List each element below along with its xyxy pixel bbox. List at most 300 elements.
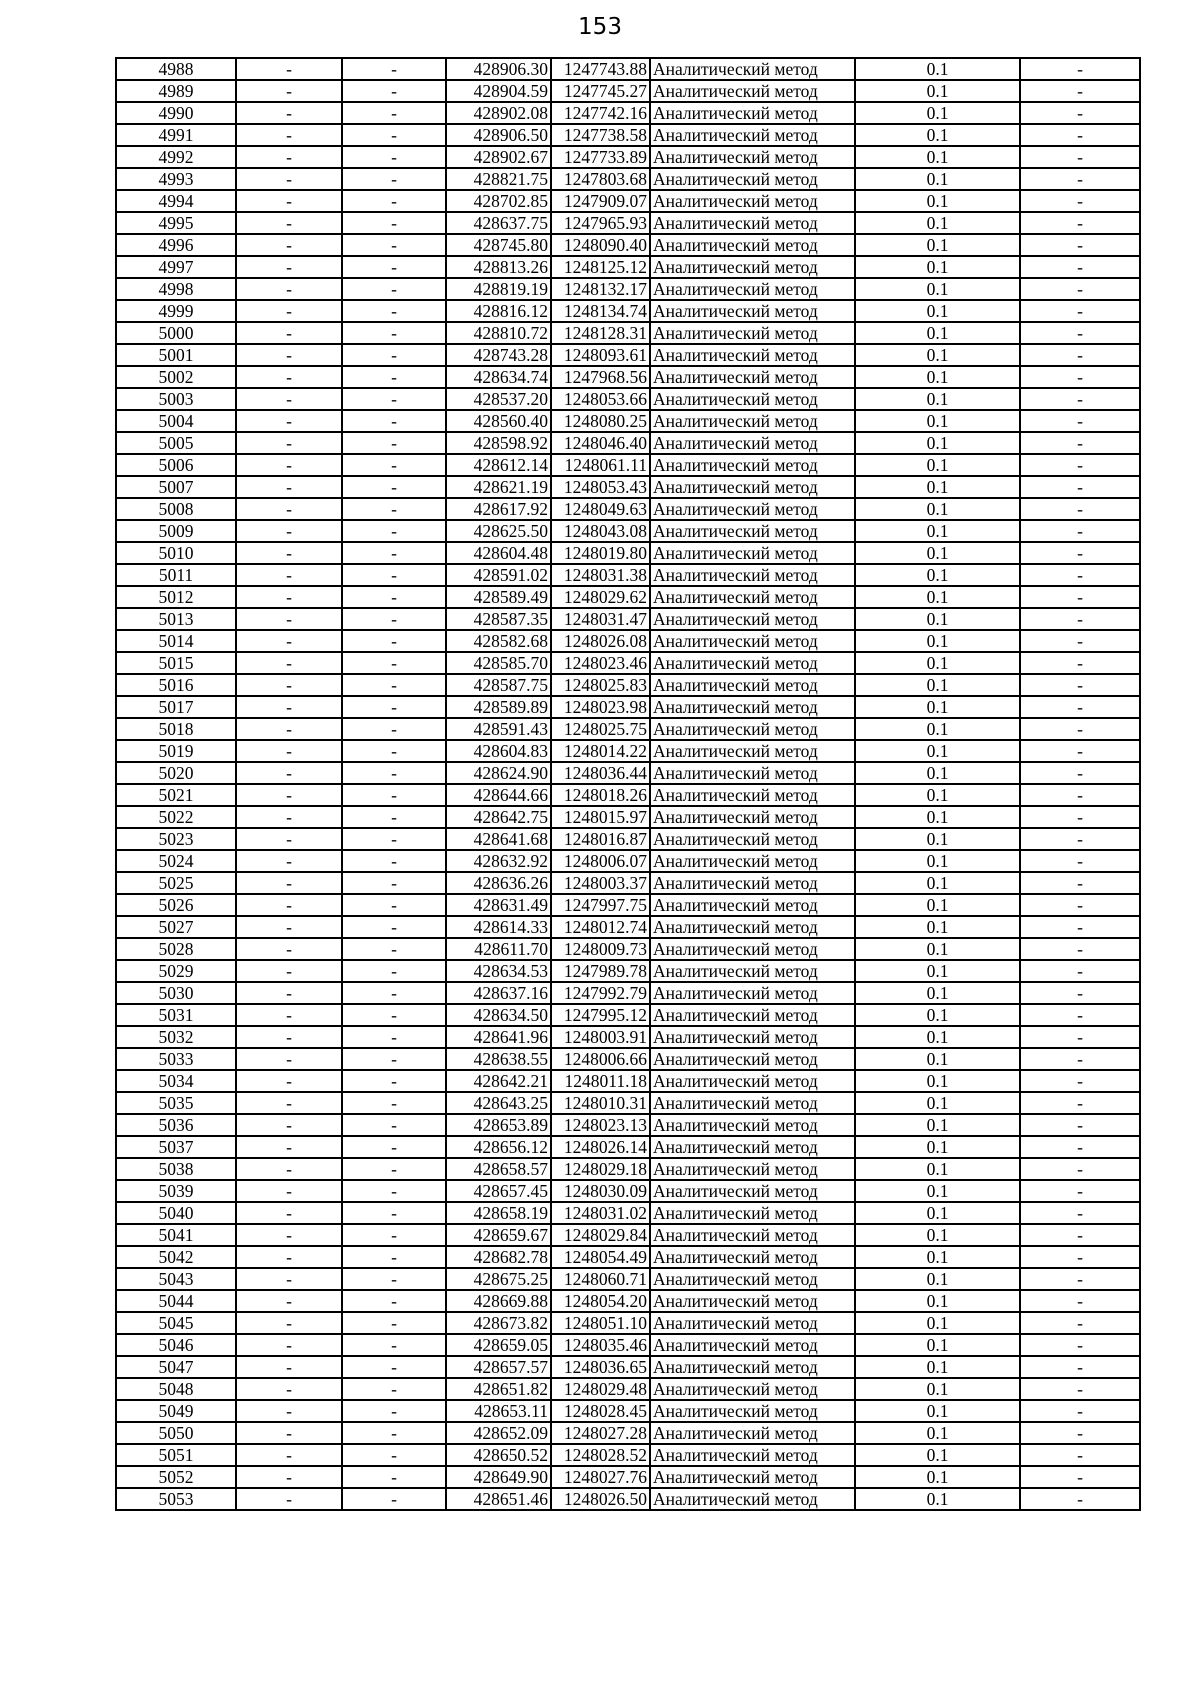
point-number-cell: 5036 [116,1114,236,1136]
x-coordinate-cell: 428657.57 [446,1356,551,1378]
x-coordinate-cell: 428637.75 [446,212,551,234]
point-number-cell: 5053 [116,1488,236,1510]
table-row [116,960,1140,982]
y-coordinate-cell: 1248046.40 [551,432,650,454]
table-row [116,1268,1140,1290]
accuracy-cell: 0.1 [855,322,1020,344]
x-coordinate-cell: 428642.75 [446,806,551,828]
empty-cell-b: - [342,1026,446,1048]
method-cell: Аналитический метод [650,344,855,366]
point-number-cell: 5029 [116,960,236,982]
accuracy-cell: 0.1 [855,124,1020,146]
table-row [116,388,1140,410]
y-coordinate-cell: 1248134.74 [551,300,650,322]
point-number-cell: 5013 [116,608,236,630]
empty-cell-b: - [342,1378,446,1400]
y-coordinate-cell: 1248090.40 [551,234,650,256]
empty-cell-a: - [236,388,342,410]
accuracy-cell: 0.1 [855,1224,1020,1246]
empty-cell-a: - [236,300,342,322]
method-cell: Аналитический метод [650,168,855,190]
empty-cell-a: - [236,762,342,784]
empty-cell-a: - [236,1444,342,1466]
y-coordinate-cell: 1248003.91 [551,1026,650,1048]
point-number-cell: 5001 [116,344,236,366]
empty-cell-a: - [236,190,342,212]
accuracy-cell: 0.1 [855,300,1020,322]
empty-cell-b: - [342,806,446,828]
x-coordinate-cell: 428641.96 [446,1026,551,1048]
x-coordinate-cell: 428658.19 [446,1202,551,1224]
x-coordinate-cell: 428653.11 [446,1400,551,1422]
point-number-cell: 5046 [116,1334,236,1356]
empty-cell-b: - [342,1202,446,1224]
x-coordinate-cell: 428650.52 [446,1444,551,1466]
method-cell: Аналитический метод [650,1356,855,1378]
y-coordinate-cell: 1248029.62 [551,586,650,608]
method-cell: Аналитический метод [650,960,855,982]
x-coordinate-cell: 428611.70 [446,938,551,960]
x-coordinate-cell: 428682.78 [446,1246,551,1268]
empty-cell-c: - [1020,718,1140,740]
table-row [116,872,1140,894]
method-cell: Аналитический метод [650,432,855,454]
x-coordinate-cell: 428673.82 [446,1312,551,1334]
y-coordinate-cell: 1248011.18 [551,1070,650,1092]
x-coordinate-cell: 428813.26 [446,256,551,278]
x-coordinate-cell: 428634.74 [446,366,551,388]
accuracy-cell: 0.1 [855,1202,1020,1224]
table-row [116,454,1140,476]
empty-cell-b: - [342,300,446,322]
accuracy-cell: 0.1 [855,388,1020,410]
x-coordinate-cell: 428816.12 [446,300,551,322]
table-row [116,674,1140,696]
empty-cell-b: - [342,608,446,630]
x-coordinate-cell: 428745.80 [446,234,551,256]
accuracy-cell: 0.1 [855,938,1020,960]
method-cell: Аналитический метод [650,1378,855,1400]
x-coordinate-cell: 428582.68 [446,630,551,652]
empty-cell-c: - [1020,982,1140,1004]
empty-cell-c: - [1020,1334,1140,1356]
empty-cell-b: - [342,1312,446,1334]
y-coordinate-cell: 1248019.80 [551,542,650,564]
table-row [116,1114,1140,1136]
empty-cell-b: - [342,762,446,784]
y-coordinate-cell: 1247743.88 [551,58,650,80]
empty-cell-b: - [342,454,446,476]
method-cell: Аналитический метод [650,58,855,80]
empty-cell-c: - [1020,564,1140,586]
y-coordinate-cell: 1248054.20 [551,1290,650,1312]
point-number-cell: 5007 [116,476,236,498]
method-cell: Аналитический метод [650,630,855,652]
accuracy-cell: 0.1 [855,256,1020,278]
empty-cell-b: - [342,80,446,102]
y-coordinate-cell: 1248035.46 [551,1334,650,1356]
table-row [116,1004,1140,1026]
empty-cell-a: - [236,410,342,432]
accuracy-cell: 0.1 [855,1422,1020,1444]
table-row [116,410,1140,432]
method-cell: Аналитический метод [650,1070,855,1092]
empty-cell-b: - [342,894,446,916]
empty-cell-a: - [236,124,342,146]
x-coordinate-cell: 428624.90 [446,762,551,784]
point-number-cell: 5009 [116,520,236,542]
accuracy-cell: 0.1 [855,1048,1020,1070]
point-number-cell: 4995 [116,212,236,234]
empty-cell-a: - [236,80,342,102]
table-row [116,982,1140,1004]
y-coordinate-cell: 1248023.46 [551,652,650,674]
point-number-cell: 5022 [116,806,236,828]
point-number-cell: 5030 [116,982,236,1004]
empty-cell-b: - [342,1004,446,1026]
empty-cell-b: - [342,1268,446,1290]
accuracy-cell: 0.1 [855,1158,1020,1180]
table-row [116,58,1140,80]
point-number-cell: 5015 [116,652,236,674]
empty-cell-c: - [1020,1180,1140,1202]
point-number-cell: 5044 [116,1290,236,1312]
point-number-cell: 5037 [116,1136,236,1158]
y-coordinate-cell: 1248036.65 [551,1356,650,1378]
point-number-cell: 5033 [116,1048,236,1070]
method-cell: Аналитический метод [650,102,855,124]
empty-cell-c: - [1020,124,1140,146]
method-cell: Аналитический метод [650,1092,855,1114]
empty-cell-c: - [1020,1048,1140,1070]
x-coordinate-cell: 428810.72 [446,322,551,344]
accuracy-cell: 0.1 [855,58,1020,80]
method-cell: Аналитический метод [650,322,855,344]
table-row [116,278,1140,300]
table-row [116,1092,1140,1114]
method-cell: Аналитический метод [650,410,855,432]
accuracy-cell: 0.1 [855,564,1020,586]
y-coordinate-cell: 1247992.79 [551,982,650,1004]
empty-cell-a: - [236,938,342,960]
x-coordinate-cell: 428906.30 [446,58,551,80]
empty-cell-a: - [236,1224,342,1246]
empty-cell-c: - [1020,234,1140,256]
empty-cell-b: - [342,278,446,300]
empty-cell-c: - [1020,1400,1140,1422]
accuracy-cell: 0.1 [855,916,1020,938]
accuracy-cell: 0.1 [855,1026,1020,1048]
empty-cell-b: - [342,828,446,850]
accuracy-cell: 0.1 [855,1334,1020,1356]
table-row [116,894,1140,916]
empty-cell-a: - [236,850,342,872]
point-number-cell: 5000 [116,322,236,344]
point-number-cell: 5042 [116,1246,236,1268]
table-row [116,1048,1140,1070]
table-row [116,586,1140,608]
empty-cell-c: - [1020,498,1140,520]
empty-cell-c: - [1020,630,1140,652]
point-number-cell: 4989 [116,80,236,102]
empty-cell-a: - [236,1070,342,1092]
empty-cell-b: - [342,498,446,520]
empty-cell-b: - [342,1422,446,1444]
empty-cell-a: - [236,102,342,124]
empty-cell-b: - [342,1070,446,1092]
method-cell: Аналитический метод [650,784,855,806]
x-coordinate-cell: 428906.50 [446,124,551,146]
table-row [116,1290,1140,1312]
method-cell: Аналитический метод [650,278,855,300]
x-coordinate-cell: 428644.66 [446,784,551,806]
empty-cell-a: - [236,806,342,828]
y-coordinate-cell: 1248026.08 [551,630,650,652]
table-row [116,718,1140,740]
method-cell: Аналитический метод [650,124,855,146]
empty-cell-b: - [342,212,446,234]
empty-cell-a: - [236,828,342,850]
method-cell: Аналитический метод [650,520,855,542]
empty-cell-b: - [342,652,446,674]
accuracy-cell: 0.1 [855,432,1020,454]
point-number-cell: 5032 [116,1026,236,1048]
y-coordinate-cell: 1248125.12 [551,256,650,278]
point-number-cell: 4990 [116,102,236,124]
empty-cell-b: - [342,586,446,608]
method-cell: Аналитический метод [650,1246,855,1268]
point-number-cell: 5020 [116,762,236,784]
y-coordinate-cell: 1248012.74 [551,916,650,938]
table-row [116,1136,1140,1158]
empty-cell-a: - [236,696,342,718]
accuracy-cell: 0.1 [855,520,1020,542]
empty-cell-a: - [236,58,342,80]
x-coordinate-cell: 428636.26 [446,872,551,894]
accuracy-cell: 0.1 [855,476,1020,498]
method-cell: Аналитический метод [650,850,855,872]
accuracy-cell: 0.1 [855,542,1020,564]
accuracy-cell: 0.1 [855,1466,1020,1488]
empty-cell-c: - [1020,586,1140,608]
accuracy-cell: 0.1 [855,1246,1020,1268]
method-cell: Аналитический метод [650,982,855,1004]
empty-cell-a: - [236,1048,342,1070]
point-number-cell: 4992 [116,146,236,168]
point-number-cell: 5027 [116,916,236,938]
empty-cell-a: - [236,784,342,806]
empty-cell-c: - [1020,894,1140,916]
accuracy-cell: 0.1 [855,366,1020,388]
y-coordinate-cell: 1248031.02 [551,1202,650,1224]
accuracy-cell: 0.1 [855,1290,1020,1312]
method-cell: Аналитический метод [650,1136,855,1158]
empty-cell-c: - [1020,168,1140,190]
table-row [116,1202,1140,1224]
accuracy-cell: 0.1 [855,872,1020,894]
point-number-cell: 5049 [116,1400,236,1422]
accuracy-cell: 0.1 [855,652,1020,674]
empty-cell-b: - [342,872,446,894]
table-row [116,190,1140,212]
empty-cell-c: - [1020,960,1140,982]
empty-cell-b: - [342,520,446,542]
empty-cell-a: - [236,982,342,1004]
table-row [116,1026,1140,1048]
y-coordinate-cell: 1248028.45 [551,1400,650,1422]
method-cell: Аналитический метод [650,146,855,168]
empty-cell-c: - [1020,828,1140,850]
accuracy-cell: 0.1 [855,234,1020,256]
x-coordinate-cell: 428598.92 [446,432,551,454]
x-coordinate-cell: 428604.48 [446,542,551,564]
empty-cell-c: - [1020,256,1140,278]
accuracy-cell: 0.1 [855,410,1020,432]
table-row [116,652,1140,674]
method-cell: Аналитический метод [650,1180,855,1202]
method-cell: Аналитический метод [650,1466,855,1488]
table-row [116,916,1140,938]
empty-cell-c: - [1020,1026,1140,1048]
table-row [116,1224,1140,1246]
point-number-cell: 5021 [116,784,236,806]
table-row [116,828,1140,850]
x-coordinate-cell: 428625.50 [446,520,551,542]
empty-cell-c: - [1020,146,1140,168]
method-cell: Аналитический метод [650,1224,855,1246]
x-coordinate-cell: 428821.75 [446,168,551,190]
y-coordinate-cell: 1248016.87 [551,828,650,850]
x-coordinate-cell: 428637.16 [446,982,551,1004]
empty-cell-b: - [342,146,446,168]
empty-cell-b: - [342,344,446,366]
empty-cell-c: - [1020,1202,1140,1224]
x-coordinate-cell: 428614.33 [446,916,551,938]
accuracy-cell: 0.1 [855,762,1020,784]
y-coordinate-cell: 1248029.48 [551,1378,650,1400]
empty-cell-b: - [342,1290,446,1312]
y-coordinate-cell: 1248051.10 [551,1312,650,1334]
y-coordinate-cell: 1248023.13 [551,1114,650,1136]
y-coordinate-cell: 1248132.17 [551,278,650,300]
method-cell: Аналитический метод [650,1048,855,1070]
empty-cell-b: - [342,1224,446,1246]
x-coordinate-cell: 428904.59 [446,80,551,102]
empty-cell-c: - [1020,388,1140,410]
method-cell: Аналитический метод [650,1488,855,1510]
empty-cell-a: - [236,168,342,190]
x-coordinate-cell: 428634.50 [446,1004,551,1026]
empty-cell-a: - [236,1400,342,1422]
table-row [116,542,1140,564]
accuracy-cell: 0.1 [855,828,1020,850]
method-cell: Аналитический метод [650,1268,855,1290]
y-coordinate-cell: 1248010.31 [551,1092,650,1114]
table-row [116,498,1140,520]
point-number-cell: 5003 [116,388,236,410]
empty-cell-a: - [236,1136,342,1158]
empty-cell-c: - [1020,454,1140,476]
method-cell: Аналитический метод [650,1202,855,1224]
x-coordinate-cell: 428675.25 [446,1268,551,1290]
x-coordinate-cell: 428902.08 [446,102,551,124]
accuracy-cell: 0.1 [855,1268,1020,1290]
y-coordinate-cell: 1247803.68 [551,168,650,190]
empty-cell-c: - [1020,212,1140,234]
method-cell: Аналитический метод [650,256,855,278]
accuracy-cell: 0.1 [855,1356,1020,1378]
accuracy-cell: 0.1 [855,674,1020,696]
empty-cell-b: - [342,366,446,388]
empty-cell-c: - [1020,1114,1140,1136]
x-coordinate-cell: 428634.53 [446,960,551,982]
y-coordinate-cell: 1248026.50 [551,1488,650,1510]
x-coordinate-cell: 428651.46 [446,1488,551,1510]
empty-cell-c: - [1020,542,1140,564]
empty-cell-a: - [236,586,342,608]
empty-cell-a: - [236,894,342,916]
x-coordinate-cell: 428743.28 [446,344,551,366]
x-coordinate-cell: 428587.35 [446,608,551,630]
point-number-cell: 5048 [116,1378,236,1400]
y-coordinate-cell: 1248031.47 [551,608,650,630]
x-coordinate-cell: 428659.67 [446,1224,551,1246]
empty-cell-b: - [342,322,446,344]
accuracy-cell: 0.1 [855,1312,1020,1334]
y-coordinate-cell: 1248029.18 [551,1158,650,1180]
empty-cell-b: - [342,1136,446,1158]
point-number-cell: 5002 [116,366,236,388]
empty-cell-c: - [1020,1004,1140,1026]
empty-cell-c: - [1020,1378,1140,1400]
y-coordinate-cell: 1247909.07 [551,190,650,212]
empty-cell-a: - [236,1092,342,1114]
point-number-cell: 5011 [116,564,236,586]
empty-cell-c: - [1020,872,1140,894]
empty-cell-a: - [236,344,342,366]
empty-cell-c: - [1020,300,1140,322]
empty-cell-c: - [1020,696,1140,718]
empty-cell-c: - [1020,850,1140,872]
table-row [116,168,1140,190]
accuracy-cell: 0.1 [855,1070,1020,1092]
x-coordinate-cell: 428641.68 [446,828,551,850]
empty-cell-c: - [1020,784,1140,806]
point-number-cell: 5038 [116,1158,236,1180]
empty-cell-c: - [1020,1488,1140,1510]
y-coordinate-cell: 1248054.49 [551,1246,650,1268]
y-coordinate-cell: 1248061.11 [551,454,650,476]
x-coordinate-cell: 428560.40 [446,410,551,432]
empty-cell-c: - [1020,1422,1140,1444]
method-cell: Аналитический метод [650,608,855,630]
empty-cell-a: - [236,652,342,674]
y-coordinate-cell: 1247968.56 [551,366,650,388]
method-cell: Аналитический метод [650,498,855,520]
table-row [116,344,1140,366]
empty-cell-c: - [1020,608,1140,630]
x-coordinate-cell: 428653.89 [446,1114,551,1136]
empty-cell-b: - [342,256,446,278]
x-coordinate-cell: 428591.02 [446,564,551,586]
empty-cell-c: - [1020,1312,1140,1334]
point-number-cell: 4998 [116,278,236,300]
empty-cell-c: - [1020,762,1140,784]
empty-cell-b: - [342,1158,446,1180]
empty-cell-c: - [1020,916,1140,938]
method-cell: Аналитический метод [650,1290,855,1312]
empty-cell-b: - [342,1466,446,1488]
